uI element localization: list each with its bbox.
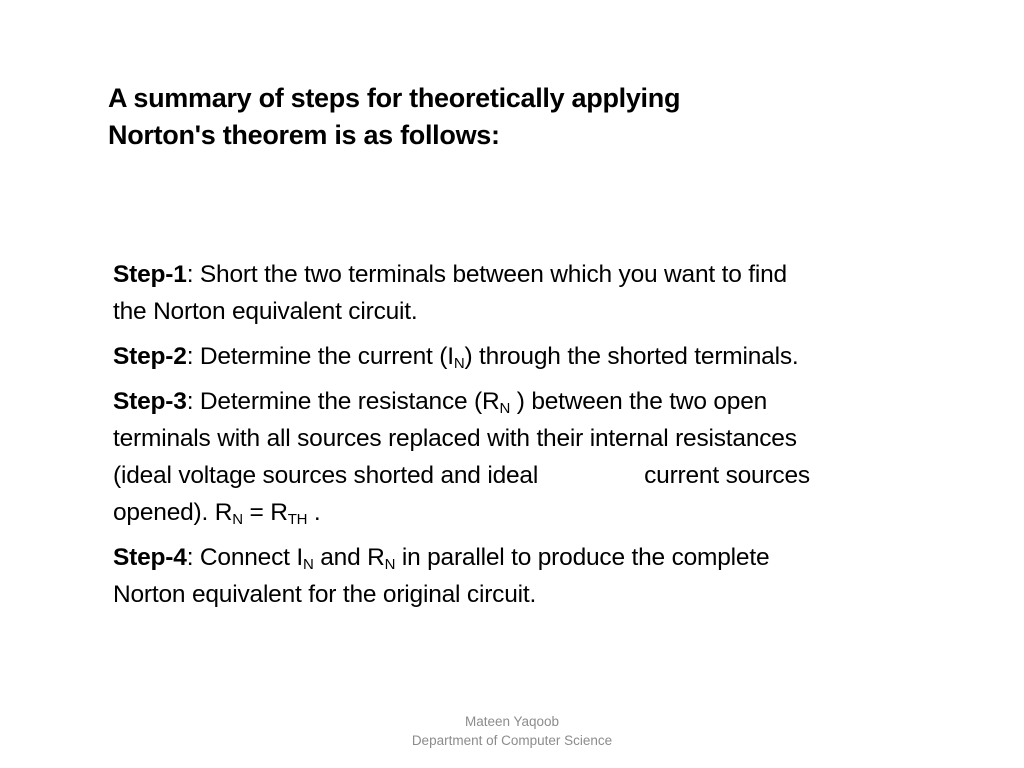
step-3-sub-rn: N <box>232 511 243 528</box>
footer-author: Mateen Yaqoob <box>464 714 560 729</box>
step-1-line-1: : Short the two terminals between which you want to find <box>186 261 787 288</box>
step-4-text-a: : Connect I <box>186 544 303 571</box>
step-3 <box>113 383 953 531</box>
step-3-line-3b: current sources <box>644 462 810 489</box>
step-4-line-2: Norton equivalent for the original circuit. <box>113 581 537 608</box>
step-3-sub-n: N <box>499 400 511 417</box>
step-4-label: Step-4 <box>113 544 187 571</box>
title-line-2: Norton's theorem is as follows: <box>108 120 500 150</box>
steps-list <box>113 256 953 621</box>
step-4-text-b: and R <box>313 544 385 571</box>
step-3-line-3a: (ideal voltage sources shorted and ideal <box>113 462 539 489</box>
step-2-text-b: ) through the shorted terminals. <box>464 343 799 370</box>
step-4-sub-in: N <box>302 556 314 573</box>
step-3-sub-rth: TH <box>287 511 308 528</box>
step-3-line-2: terminals with all sources replaced with their internal resistances <box>113 425 797 452</box>
step-2-label: Step-2 <box>113 343 187 370</box>
step-1-label: Step-1 <box>113 261 187 288</box>
step-3-line-4b: = R <box>242 499 288 526</box>
step-4-sub-rn: N <box>384 556 396 573</box>
step-2 <box>113 338 953 375</box>
step-3-line-4c: . <box>307 499 321 526</box>
step-3-line-4a: opened). R <box>113 499 233 526</box>
step-2-sub-n: N <box>453 355 465 372</box>
footer-department: Department of Computer Science <box>411 733 613 748</box>
title-line-1: A summary of steps for theoretically applying <box>108 83 681 113</box>
step-4 <box>113 539 953 613</box>
step-4-text-c: in parallel to produce the complete <box>395 544 770 571</box>
step-3-text-a: : Determine the resistance (R <box>186 388 500 415</box>
step-3-label: Step-3 <box>113 388 187 415</box>
step-1 <box>113 256 953 330</box>
step-3-text-b: ) between the two open <box>510 388 768 415</box>
slide-title <box>108 80 828 154</box>
slide-footer <box>0 712 1024 750</box>
step-1-line-2: the Norton equivalent circuit. <box>113 298 418 325</box>
step-2-text-a: : Determine the current (I <box>186 343 454 370</box>
